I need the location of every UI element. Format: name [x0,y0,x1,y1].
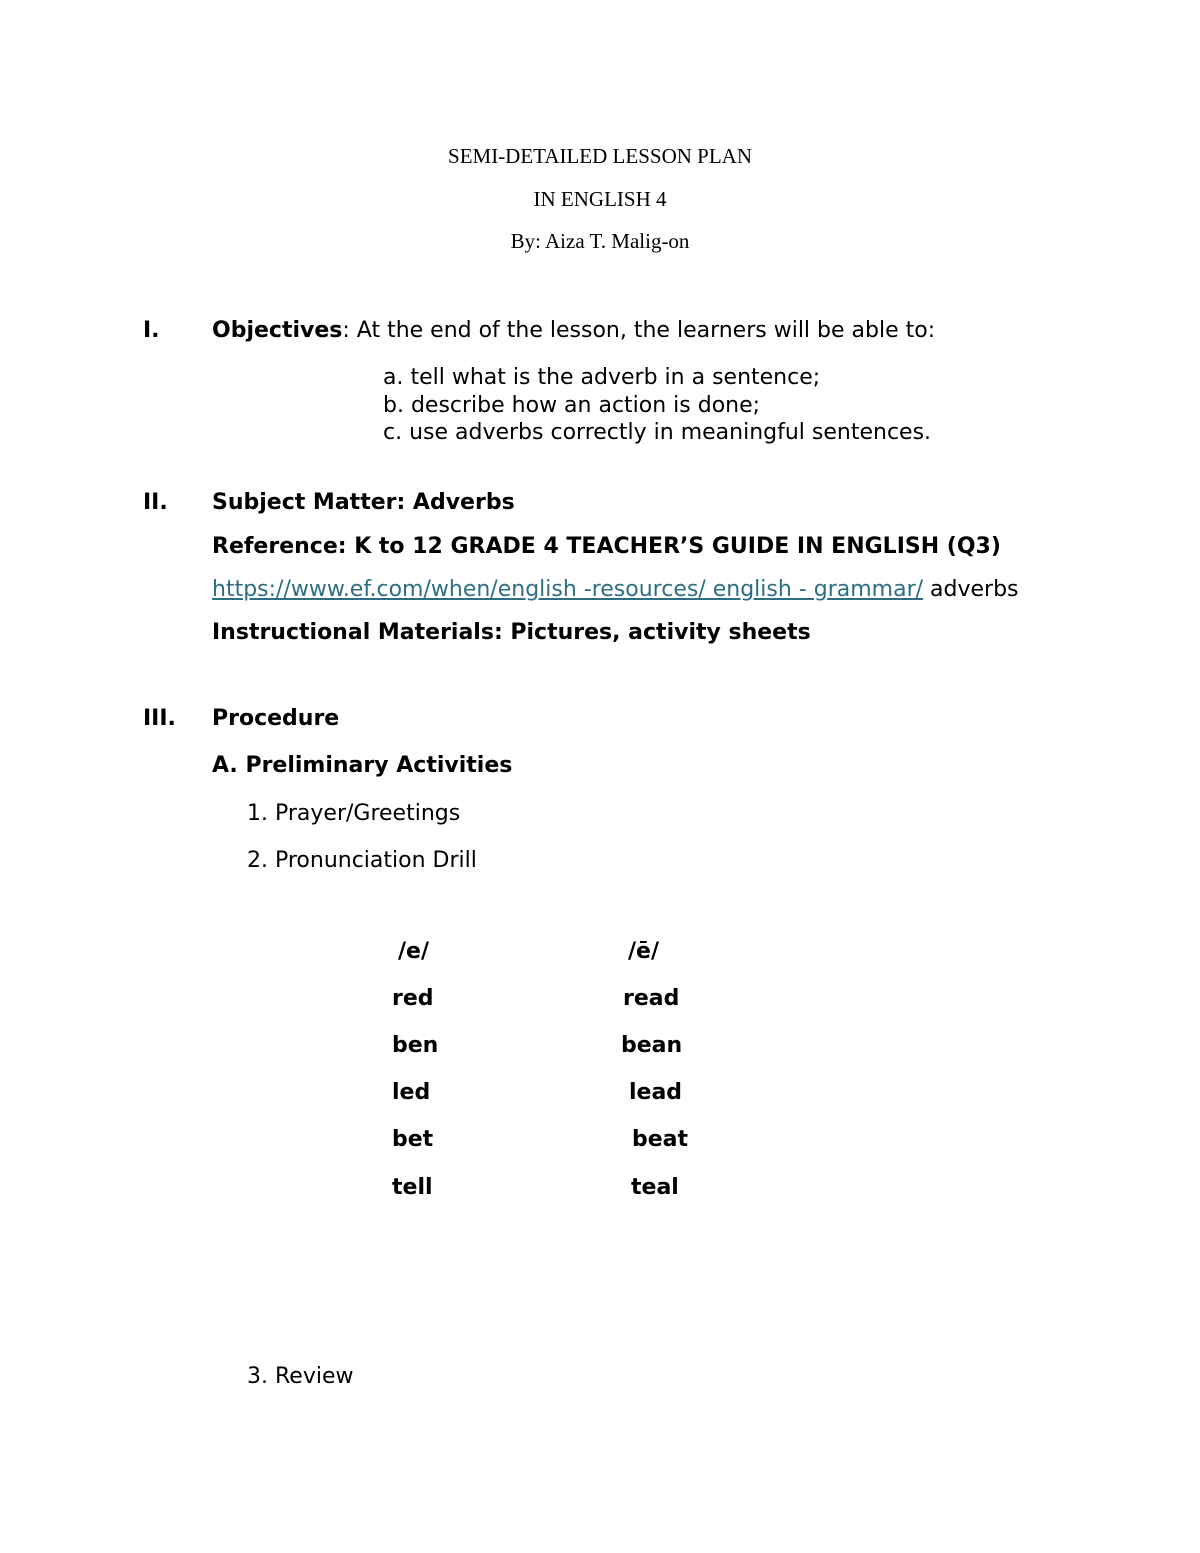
document-subtitle: IN ENGLISH 4 [533,187,667,211]
step-review: 3. Review [247,1364,354,1389]
drill-col2-header: /ē/ [628,939,659,964]
drill-word: tell [392,1175,433,1200]
drill-col1-header: /e/ [398,939,429,964]
drill-word: bet [392,1127,434,1152]
section-3-numeral: III. [143,706,176,731]
preliminary-activities-heading: A. Preliminary Activities [212,753,513,778]
drill-word: teal [631,1175,679,1200]
drill-word: beat [632,1127,689,1152]
objectives-intro: : At the end of the lesson, the learners will be able to: [342,318,936,343]
objective-item-b: b. describe how an action is done; [383,393,761,418]
reference-link-line [212,579,1019,601]
instructional-materials: Instructional Materials: Pictures, activity sheets [212,620,811,645]
step-pronunciation-drill: 2. Pronunciation Drill [247,848,477,873]
document-author: By: Aiza T. Malig-on [510,229,690,253]
objectives-line [212,320,935,342]
section-2-numeral: II. [143,490,168,515]
step-prayer-greetings: 1. Prayer/Greetings [247,801,461,826]
objective-item-c: c. use adverbs correctly in meaningful sentences. [383,420,932,445]
reference-link-suffix: adverbs [923,577,1019,602]
drill-word: red [392,986,434,1011]
reference: Reference: K to 12 GRADE 4 TEACHER’S GUIDE IN ENGLISH (Q3) [212,534,1001,559]
drill-word: lead [629,1080,683,1105]
drill-word: bean [621,1033,683,1058]
objective-item-a: a. tell what is the adverb in a sentence; [383,365,821,390]
objectives-heading: Objectives [212,318,343,343]
procedure-heading: Procedure [212,706,340,731]
drill-word: read [623,986,680,1011]
reference-link[interactable]: https://www.ef.com/when/english -resources/ english - grammar/ [212,577,924,602]
drill-word: ben [392,1033,439,1058]
drill-word: led [392,1080,431,1105]
subject-matter: Subject Matter: Adverbs [212,490,515,515]
section-1-numeral: I. [143,318,160,343]
document-title: SEMI-DETAILED LESSON PLAN [448,144,752,168]
